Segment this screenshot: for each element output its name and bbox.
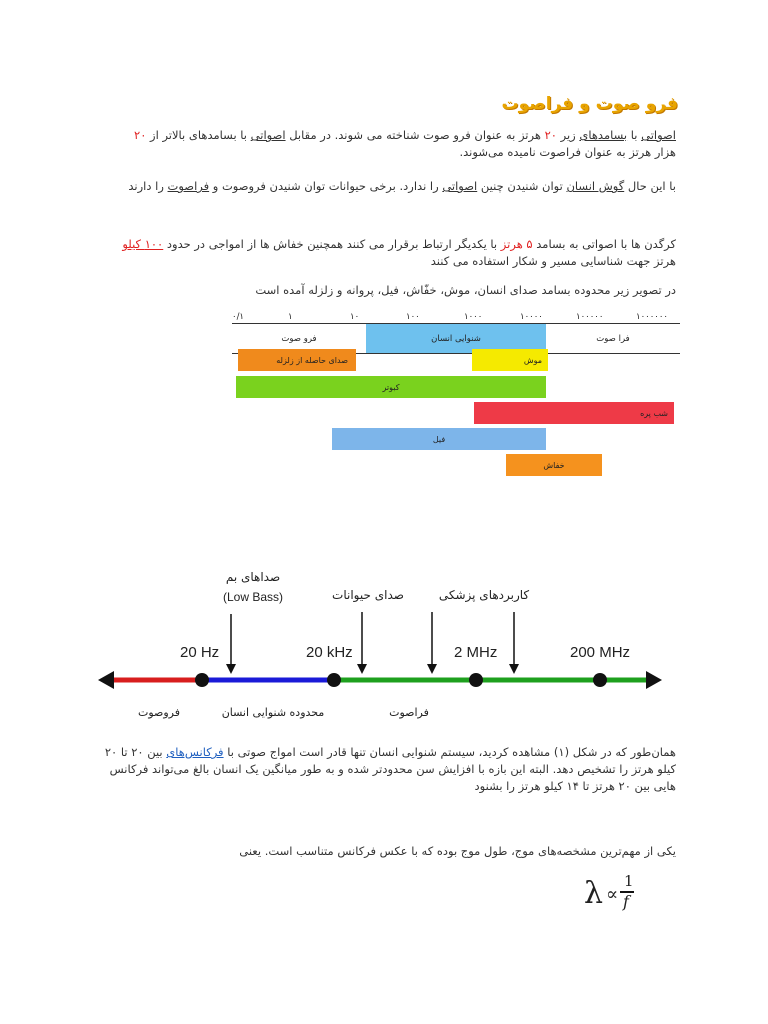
marker-20hz: [195, 673, 209, 687]
left-arrowhead: [98, 671, 114, 689]
link-aswat-3[interactable]: اصواتی: [442, 179, 478, 193]
text: هرتز به عنوان فرو صوت شناخته می شوند. در مقابل: [285, 128, 545, 142]
marker-2mhz: [469, 673, 483, 687]
text: با این حال: [624, 179, 676, 193]
label-low-bass-en: (Low Bass): [222, 590, 284, 604]
text: را دارند: [128, 179, 168, 193]
link-ear[interactable]: گوش انسان: [566, 179, 625, 193]
link-aswat-2[interactable]: اصواتی: [250, 128, 286, 142]
paragraph-3: [76, 236, 676, 270]
tick-label: ۱۰۰۰۰۰۰: [636, 312, 668, 322]
bar-pigeon: کبوتر: [236, 376, 546, 398]
freq-200mhz: 200 MHz: [570, 644, 631, 661]
tick-label: ۱۰۰۰: [464, 312, 483, 322]
arrow-head: [357, 664, 367, 674]
tick-label: ۱۰: [350, 312, 360, 322]
text: را ندارد. برخی حیوانات توان شنیدن فروصوت و: [209, 179, 443, 193]
bar-bat: خفاش: [506, 454, 602, 476]
label-ultrasound: فراصوت: [389, 706, 429, 719]
tick-label: ۱۰۰۰۰: [520, 312, 543, 322]
right-arrowhead: [646, 671, 662, 689]
arrow-head: [427, 664, 437, 674]
highlight-number: ۲۰: [134, 128, 147, 142]
paragraph-1-line-2: هزار هرتز به عنوان فراصوت نامیده می‌شوند.: [459, 145, 676, 159]
bar-mouse: موش: [472, 349, 548, 371]
paragraph-1: [76, 127, 676, 161]
text: همان‌طور که در شکل (۱) مشاهده کردید، سیستم شنوایی انسان تنها قادر است امواج صوتی با: [223, 745, 676, 759]
denominator: f: [623, 892, 629, 911]
band-human-hearing: شنوایی انسان: [366, 324, 546, 353]
freq-20khz: 20 kHz: [306, 644, 353, 661]
text: کرگدن ها با اصواتی به بسامد: [532, 237, 676, 251]
tick-label: ۱۰۰: [406, 312, 420, 322]
paragraph-5-line-2: کیلو هرتز را تشخیص دهد. البته این بازه با افزایش سن محدودتر شده و به طور میانگین یک انسان بالغ می‌تواند فرکانس: [109, 762, 676, 776]
marker-20khz: [327, 673, 341, 687]
page-title: فرو صوت و فراصوت: [501, 94, 678, 114]
link-frequencies[interactable]: فرکانس‌های: [166, 745, 224, 759]
wavelength-formula: [580, 870, 680, 920]
paragraph-5: [64, 744, 676, 795]
text: بین ۲۰ تا ۲۰: [104, 745, 167, 759]
tick-label: ۱۰۰۰۰۰: [576, 312, 604, 322]
frequency-range-chart: [232, 308, 680, 488]
bar-elephant: فیل: [332, 428, 546, 450]
freq-20hz: 20 Hz: [180, 644, 220, 661]
paragraph-4: در تصویر زیر محدوده بسامد صدای انسان، موش، خفّاش، فیل، پروانه و زلزله آمده است: [255, 283, 676, 297]
link-basamad[interactable]: بسامدهای: [579, 128, 628, 142]
arrow-head: [509, 664, 519, 674]
link-aswat[interactable]: اصواتی: [641, 128, 676, 142]
lambda-symbol: λ: [584, 876, 604, 911]
bar-earthquake: صدای حاصله از زلزله: [238, 349, 356, 371]
bar-moth: شب پره: [474, 402, 674, 424]
marker-200mhz: [593, 673, 607, 687]
sound-spectrum-diagram: [94, 560, 668, 730]
label-low-bass: صداهای بم: [225, 570, 281, 584]
label-animal-sounds: صدای حیوانات: [332, 588, 404, 602]
text: با یکدیگر ارتباط برقرار می کنند همچنین خفاش ها از امواجی در حدود: [163, 237, 501, 251]
numerator: 1: [624, 872, 634, 890]
label-medical: کاربردهای پزشکی: [438, 588, 530, 602]
tick-label: ۰/۱: [232, 312, 244, 322]
proportional-symbol: ∝: [606, 884, 619, 905]
paragraph-6: یکی از مهم‌ترین مشخصه‌های موج، طول موج بوده که با عکس فرکانس متناسب است. یعنی: [239, 844, 676, 858]
band-ultrasound: فرا صوت: [596, 333, 630, 344]
label-human-range: محدوده شنوایی انسان: [221, 706, 325, 719]
paragraph-5-line-3: هایی بین ۲۰ هرتز تا ۱۴ کیلو هرتز را بشنود: [474, 779, 676, 793]
paragraph-3-line-2: هرتز جهت شناسایی مسیر و شکار استفاده می کنند: [430, 254, 676, 268]
text: زیر: [556, 128, 580, 142]
band-infrasound: فرو صوت: [281, 333, 317, 344]
highlight-number: ۲۰: [544, 128, 557, 142]
label-infrasound: فروصوت: [137, 706, 181, 719]
highlight-number: ۵ هرتز: [500, 237, 533, 251]
text: توان شنیدن چنین: [477, 179, 567, 193]
freq-2mhz: 2 MHz: [454, 644, 498, 661]
arrow-head: [226, 664, 236, 674]
tick-label: ۱: [288, 312, 293, 322]
paragraph-2: [76, 178, 676, 195]
link-kilo[interactable]: ۱۰۰ کیلو: [122, 237, 164, 251]
text: با بسامدهای بالاتر از: [146, 128, 251, 142]
link-ultrasound[interactable]: فراصوت: [167, 179, 210, 193]
text: با: [627, 128, 642, 142]
